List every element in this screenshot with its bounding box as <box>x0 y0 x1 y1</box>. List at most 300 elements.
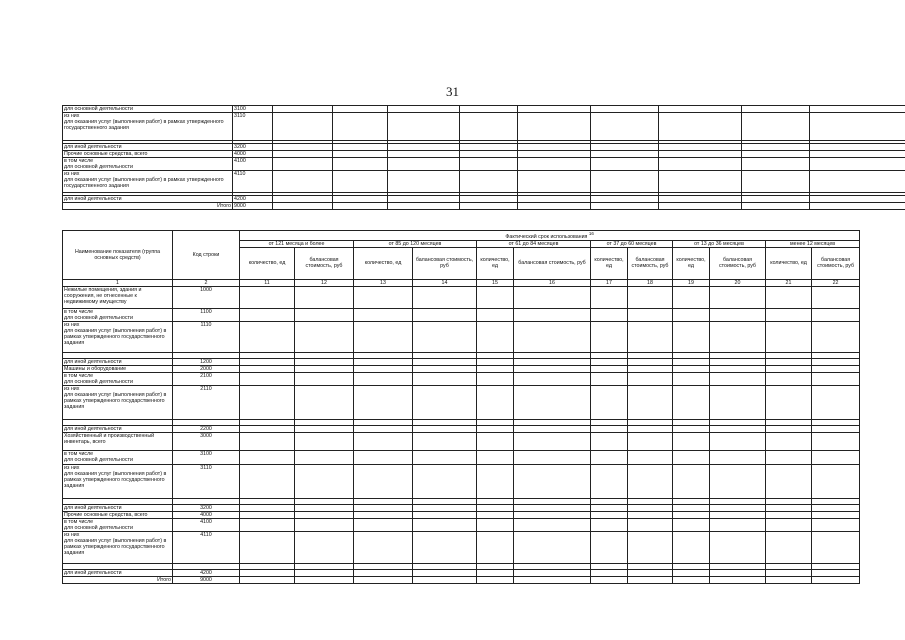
sub-header: балансовая стоимость, руб <box>413 247 477 279</box>
data-cell <box>240 286 295 308</box>
data-cell <box>628 286 673 308</box>
data-cell <box>477 321 514 352</box>
table-row <box>63 531 860 563</box>
data-cell <box>388 196 460 203</box>
column-number: 22 <box>812 279 860 286</box>
data-cell <box>628 425 673 432</box>
header-row-group <box>63 231 860 241</box>
data-cell <box>354 286 413 308</box>
table-row <box>63 365 860 372</box>
data-cell <box>240 511 295 518</box>
row-code: 4000 <box>233 151 273 158</box>
data-cell <box>240 432 295 450</box>
data-cell <box>514 504 591 511</box>
data-cell <box>354 432 413 450</box>
data-cell <box>710 286 766 308</box>
data-cell <box>710 450 766 464</box>
row-code: 4110 <box>233 171 273 193</box>
row-name: в том числе для основной деятельности <box>63 450 173 464</box>
data-cell <box>710 372 766 385</box>
data-cell <box>591 358 628 365</box>
data-cell <box>659 158 742 171</box>
data-cell <box>673 450 710 464</box>
row-name: для иной деятельности <box>63 144 233 151</box>
table-row <box>63 171 905 193</box>
data-cell <box>812 464 860 498</box>
column-number: 18 <box>628 279 673 286</box>
row-name: в том числе для основной деятельности <box>63 518 173 531</box>
data-cell <box>710 504 766 511</box>
column-number: 13 <box>354 279 413 286</box>
data-cell <box>388 158 460 171</box>
table-row <box>63 321 860 352</box>
data-cell <box>514 358 591 365</box>
data-cell <box>388 113 460 141</box>
data-cell <box>460 196 518 203</box>
data-cell <box>812 286 860 308</box>
data-cell <box>810 113 905 141</box>
sub-header: количество, ед <box>766 247 812 279</box>
data-cell <box>477 518 514 531</box>
sub-header: количество, ед <box>240 247 295 279</box>
data-cell <box>413 569 477 576</box>
data-cell <box>591 518 628 531</box>
column-number: 14 <box>413 279 477 286</box>
data-cell <box>273 196 333 203</box>
row-code: 9000 <box>233 203 273 210</box>
row-name: в том числе для основной деятельности <box>63 158 233 171</box>
data-cell <box>477 511 514 518</box>
data-cell <box>413 576 477 583</box>
data-cell <box>673 464 710 498</box>
row-name: Нежилые помещения, здания и сооружения, не отнесенные к недвижимому имуществу <box>63 286 173 308</box>
row-name: Итого <box>63 203 233 210</box>
data-cell <box>742 113 810 141</box>
data-cell <box>591 321 628 352</box>
data-cell <box>295 518 354 531</box>
data-cell <box>812 365 860 372</box>
data-cell <box>354 321 413 352</box>
data-cell <box>413 504 477 511</box>
row-name: из них для оказания услуг (выполнения работ) в рамках утвержденного государственного задания <box>63 464 173 498</box>
data-cell <box>628 372 673 385</box>
data-cell <box>295 286 354 308</box>
data-cell <box>812 511 860 518</box>
data-cell <box>514 432 591 450</box>
data-cell <box>295 358 354 365</box>
data-cell <box>354 464 413 498</box>
data-cell <box>413 450 477 464</box>
data-cell <box>742 151 810 158</box>
data-cell <box>477 308 514 321</box>
data-cell <box>413 518 477 531</box>
data-cell <box>477 576 514 583</box>
data-cell <box>591 158 659 171</box>
data-cell <box>413 358 477 365</box>
data-cell <box>628 576 673 583</box>
data-cell <box>766 425 812 432</box>
data-cell <box>295 385 354 419</box>
data-cell <box>295 576 354 583</box>
data-cell <box>460 203 518 210</box>
data-cell <box>673 358 710 365</box>
table-row <box>63 106 905 113</box>
data-cell <box>591 569 628 576</box>
data-cell <box>273 106 333 113</box>
period-header: от 121 месяца и более <box>240 240 354 247</box>
row-name: для иной деятельности <box>63 196 233 203</box>
data-cell <box>333 196 388 203</box>
data-cell <box>354 372 413 385</box>
row-name: Прочие основные средства, всего <box>63 151 233 158</box>
data-cell <box>514 464 591 498</box>
data-cell <box>477 432 514 450</box>
data-cell <box>518 203 591 210</box>
table-row <box>63 464 860 498</box>
data-cell <box>295 372 354 385</box>
data-cell <box>591 106 659 113</box>
data-cell <box>673 531 710 563</box>
data-cell <box>354 358 413 365</box>
data-cell <box>477 450 514 464</box>
header-group <box>240 231 860 241</box>
data-cell <box>766 365 812 372</box>
data-cell <box>766 450 812 464</box>
data-cell <box>812 531 860 563</box>
data-cell <box>628 569 673 576</box>
row-code: 3200 <box>173 504 240 511</box>
data-cell <box>514 286 591 308</box>
data-cell <box>514 576 591 583</box>
data-cell <box>273 158 333 171</box>
table-row <box>63 504 860 511</box>
row-code: 2000 <box>173 365 240 372</box>
data-cell <box>240 321 295 352</box>
data-cell <box>333 171 388 193</box>
sub-header: количество, ед <box>673 247 710 279</box>
data-cell <box>766 385 812 419</box>
sub-header: балансовая стоимость, руб <box>514 247 591 279</box>
data-cell <box>514 308 591 321</box>
table-row <box>63 151 905 158</box>
data-cell <box>810 158 905 171</box>
data-cell <box>659 144 742 151</box>
row-name: для иной деятельности <box>63 358 173 365</box>
data-cell <box>766 432 812 450</box>
table-row <box>63 144 905 151</box>
row-code: 4200 <box>173 569 240 576</box>
data-cell <box>333 151 388 158</box>
data-cell <box>591 576 628 583</box>
data-cell <box>766 576 812 583</box>
data-cell <box>659 171 742 193</box>
data-cell <box>477 385 514 419</box>
data-cell <box>710 308 766 321</box>
data-cell <box>710 531 766 563</box>
table-row <box>63 432 860 450</box>
data-cell <box>413 385 477 419</box>
data-cell <box>388 171 460 193</box>
row-name: Машины и оборудование <box>63 365 173 372</box>
data-cell <box>812 450 860 464</box>
row-code: 9000 <box>173 576 240 583</box>
data-cell <box>591 504 628 511</box>
row-name: из них для оказания услуг (выполнения работ) в рамках утвержденного государственного задания <box>63 321 173 352</box>
data-cell <box>460 113 518 141</box>
data-cell <box>518 113 591 141</box>
table-row <box>63 113 905 141</box>
row-name: из них для оказания услуг (выполнения работ) в рамках утвержденного государственного задания <box>63 113 233 141</box>
data-cell <box>628 511 673 518</box>
data-cell <box>628 365 673 372</box>
row-code: 4100 <box>233 158 273 171</box>
data-cell <box>240 450 295 464</box>
row-name: для иной деятельности <box>63 504 173 511</box>
data-cell <box>628 308 673 321</box>
data-cell <box>240 464 295 498</box>
row-code: 2200 <box>173 425 240 432</box>
data-cell <box>812 576 860 583</box>
data-cell <box>810 144 905 151</box>
data-cell <box>742 196 810 203</box>
data-cell <box>518 106 591 113</box>
data-cell <box>673 372 710 385</box>
row-code: 1000 <box>173 286 240 308</box>
data-cell <box>812 432 860 450</box>
table-row <box>63 308 860 321</box>
data-cell <box>273 113 333 141</box>
column-number: 11 <box>240 279 295 286</box>
data-cell <box>810 196 905 203</box>
row-name: Итого <box>63 576 173 583</box>
data-cell <box>673 432 710 450</box>
data-cell <box>295 425 354 432</box>
data-cell <box>514 450 591 464</box>
table-row <box>63 511 860 518</box>
data-cell <box>514 569 591 576</box>
row-code: 2110 <box>173 385 240 419</box>
row-code: 3100 <box>233 106 273 113</box>
row-code: 3110 <box>173 464 240 498</box>
data-cell <box>514 365 591 372</box>
data-cell <box>514 425 591 432</box>
top-table <box>62 105 905 210</box>
data-cell <box>240 358 295 365</box>
data-cell <box>766 464 812 498</box>
column-number: 15 <box>477 279 514 286</box>
data-cell <box>333 113 388 141</box>
column-number: 19 <box>673 279 710 286</box>
data-cell <box>240 425 295 432</box>
data-cell <box>477 504 514 511</box>
row-name: для иной деятельности <box>63 569 173 576</box>
data-cell <box>333 106 388 113</box>
data-cell <box>514 321 591 352</box>
data-cell <box>710 385 766 419</box>
data-cell <box>295 308 354 321</box>
data-cell <box>766 372 812 385</box>
data-cell <box>766 286 812 308</box>
data-cell <box>514 372 591 385</box>
data-cell <box>240 576 295 583</box>
period-header: от 85 до 120 месяцев <box>354 240 477 247</box>
row-name: для основной деятельности <box>63 106 233 113</box>
data-cell <box>518 158 591 171</box>
table-row <box>63 569 860 576</box>
data-cell <box>673 365 710 372</box>
data-cell <box>673 321 710 352</box>
data-cell <box>354 450 413 464</box>
period-header: менее 12 месяцев <box>766 240 860 247</box>
data-cell <box>354 504 413 511</box>
data-cell <box>295 464 354 498</box>
row-code: 4100 <box>173 518 240 531</box>
data-cell <box>628 464 673 498</box>
data-cell <box>742 144 810 151</box>
data-cell <box>413 531 477 563</box>
data-cell <box>354 425 413 432</box>
data-cell <box>460 171 518 193</box>
sub-header: количество, ед <box>477 247 514 279</box>
data-cell <box>591 425 628 432</box>
data-cell <box>812 504 860 511</box>
header-code: Код строки <box>173 231 240 280</box>
data-cell <box>354 308 413 321</box>
data-cell <box>460 158 518 171</box>
row-name: в том числе для основной деятельности <box>63 308 173 321</box>
data-cell <box>810 171 905 193</box>
data-cell <box>354 576 413 583</box>
table-row <box>63 372 860 385</box>
data-cell <box>766 504 812 511</box>
data-cell <box>812 518 860 531</box>
data-cell <box>240 385 295 419</box>
data-cell <box>812 308 860 321</box>
data-cell <box>273 171 333 193</box>
data-cell <box>766 321 812 352</box>
data-cell <box>591 113 659 141</box>
data-cell <box>659 113 742 141</box>
page-number: 31 <box>446 84 459 99</box>
data-cell <box>518 144 591 151</box>
data-cell <box>413 308 477 321</box>
sub-header: балансовая стоимость, руб <box>710 247 766 279</box>
data-cell <box>514 518 591 531</box>
data-cell <box>812 385 860 419</box>
table-row <box>63 450 860 464</box>
data-cell <box>460 151 518 158</box>
data-cell <box>354 385 413 419</box>
row-code: 3000 <box>173 432 240 450</box>
row-code: 1110 <box>173 321 240 352</box>
data-cell <box>766 511 812 518</box>
data-cell <box>295 432 354 450</box>
data-cell <box>413 365 477 372</box>
row-code: 4000 <box>173 511 240 518</box>
data-cell <box>673 504 710 511</box>
row-name: для иной деятельности <box>63 425 173 432</box>
data-cell <box>413 425 477 432</box>
data-cell <box>240 365 295 372</box>
data-cell <box>710 464 766 498</box>
data-cell <box>354 569 413 576</box>
data-cell <box>766 308 812 321</box>
data-cell <box>460 106 518 113</box>
data-cell <box>413 432 477 450</box>
data-cell <box>388 151 460 158</box>
data-cell <box>673 385 710 419</box>
data-cell <box>413 511 477 518</box>
data-cell <box>812 425 860 432</box>
period-header: от 61 до 84 месяцев <box>477 240 591 247</box>
data-cell <box>477 358 514 365</box>
data-cell <box>354 511 413 518</box>
data-cell <box>295 511 354 518</box>
data-cell <box>514 531 591 563</box>
column-number: 12 <box>295 279 354 286</box>
data-cell <box>240 504 295 511</box>
data-cell <box>591 432 628 450</box>
data-cell <box>460 144 518 151</box>
data-cell <box>673 286 710 308</box>
data-cell <box>710 511 766 518</box>
data-cell <box>333 203 388 210</box>
data-cell <box>742 106 810 113</box>
data-cell <box>742 171 810 193</box>
table-row <box>63 196 905 203</box>
data-cell <box>240 531 295 563</box>
data-cell <box>742 158 810 171</box>
main-table <box>62 230 860 584</box>
period-header: от 37 до 60 месяцев <box>591 240 673 247</box>
column-number: 1 <box>63 279 173 286</box>
data-cell <box>810 106 905 113</box>
data-cell <box>240 569 295 576</box>
data-cell <box>628 450 673 464</box>
data-cell <box>518 151 591 158</box>
data-cell <box>591 308 628 321</box>
data-cell <box>273 203 333 210</box>
data-cell <box>591 365 628 372</box>
sub-header: балансовая стоимость, руб <box>812 247 860 279</box>
data-cell <box>295 321 354 352</box>
sub-header: количество, ед <box>354 247 413 279</box>
data-cell <box>295 365 354 372</box>
data-cell <box>766 358 812 365</box>
data-cell <box>333 158 388 171</box>
table-row <box>63 425 860 432</box>
table-row <box>63 576 860 583</box>
data-cell <box>591 196 659 203</box>
data-cell <box>295 569 354 576</box>
data-cell <box>812 569 860 576</box>
data-cell <box>477 425 514 432</box>
row-code: 4110 <box>173 531 240 563</box>
data-cell <box>354 531 413 563</box>
data-cell <box>673 518 710 531</box>
sub-header: балансовая стоимость, руб <box>628 247 673 279</box>
data-cell <box>591 286 628 308</box>
row-code: 3200 <box>233 144 273 151</box>
data-cell <box>477 569 514 576</box>
data-cell <box>710 358 766 365</box>
row-code: 3100 <box>173 450 240 464</box>
data-cell <box>742 203 810 210</box>
data-cell <box>354 518 413 531</box>
sub-header: количество, ед <box>591 247 628 279</box>
column-number: 2 <box>173 279 240 286</box>
row-name: в том числе для основной деятельности <box>63 372 173 385</box>
